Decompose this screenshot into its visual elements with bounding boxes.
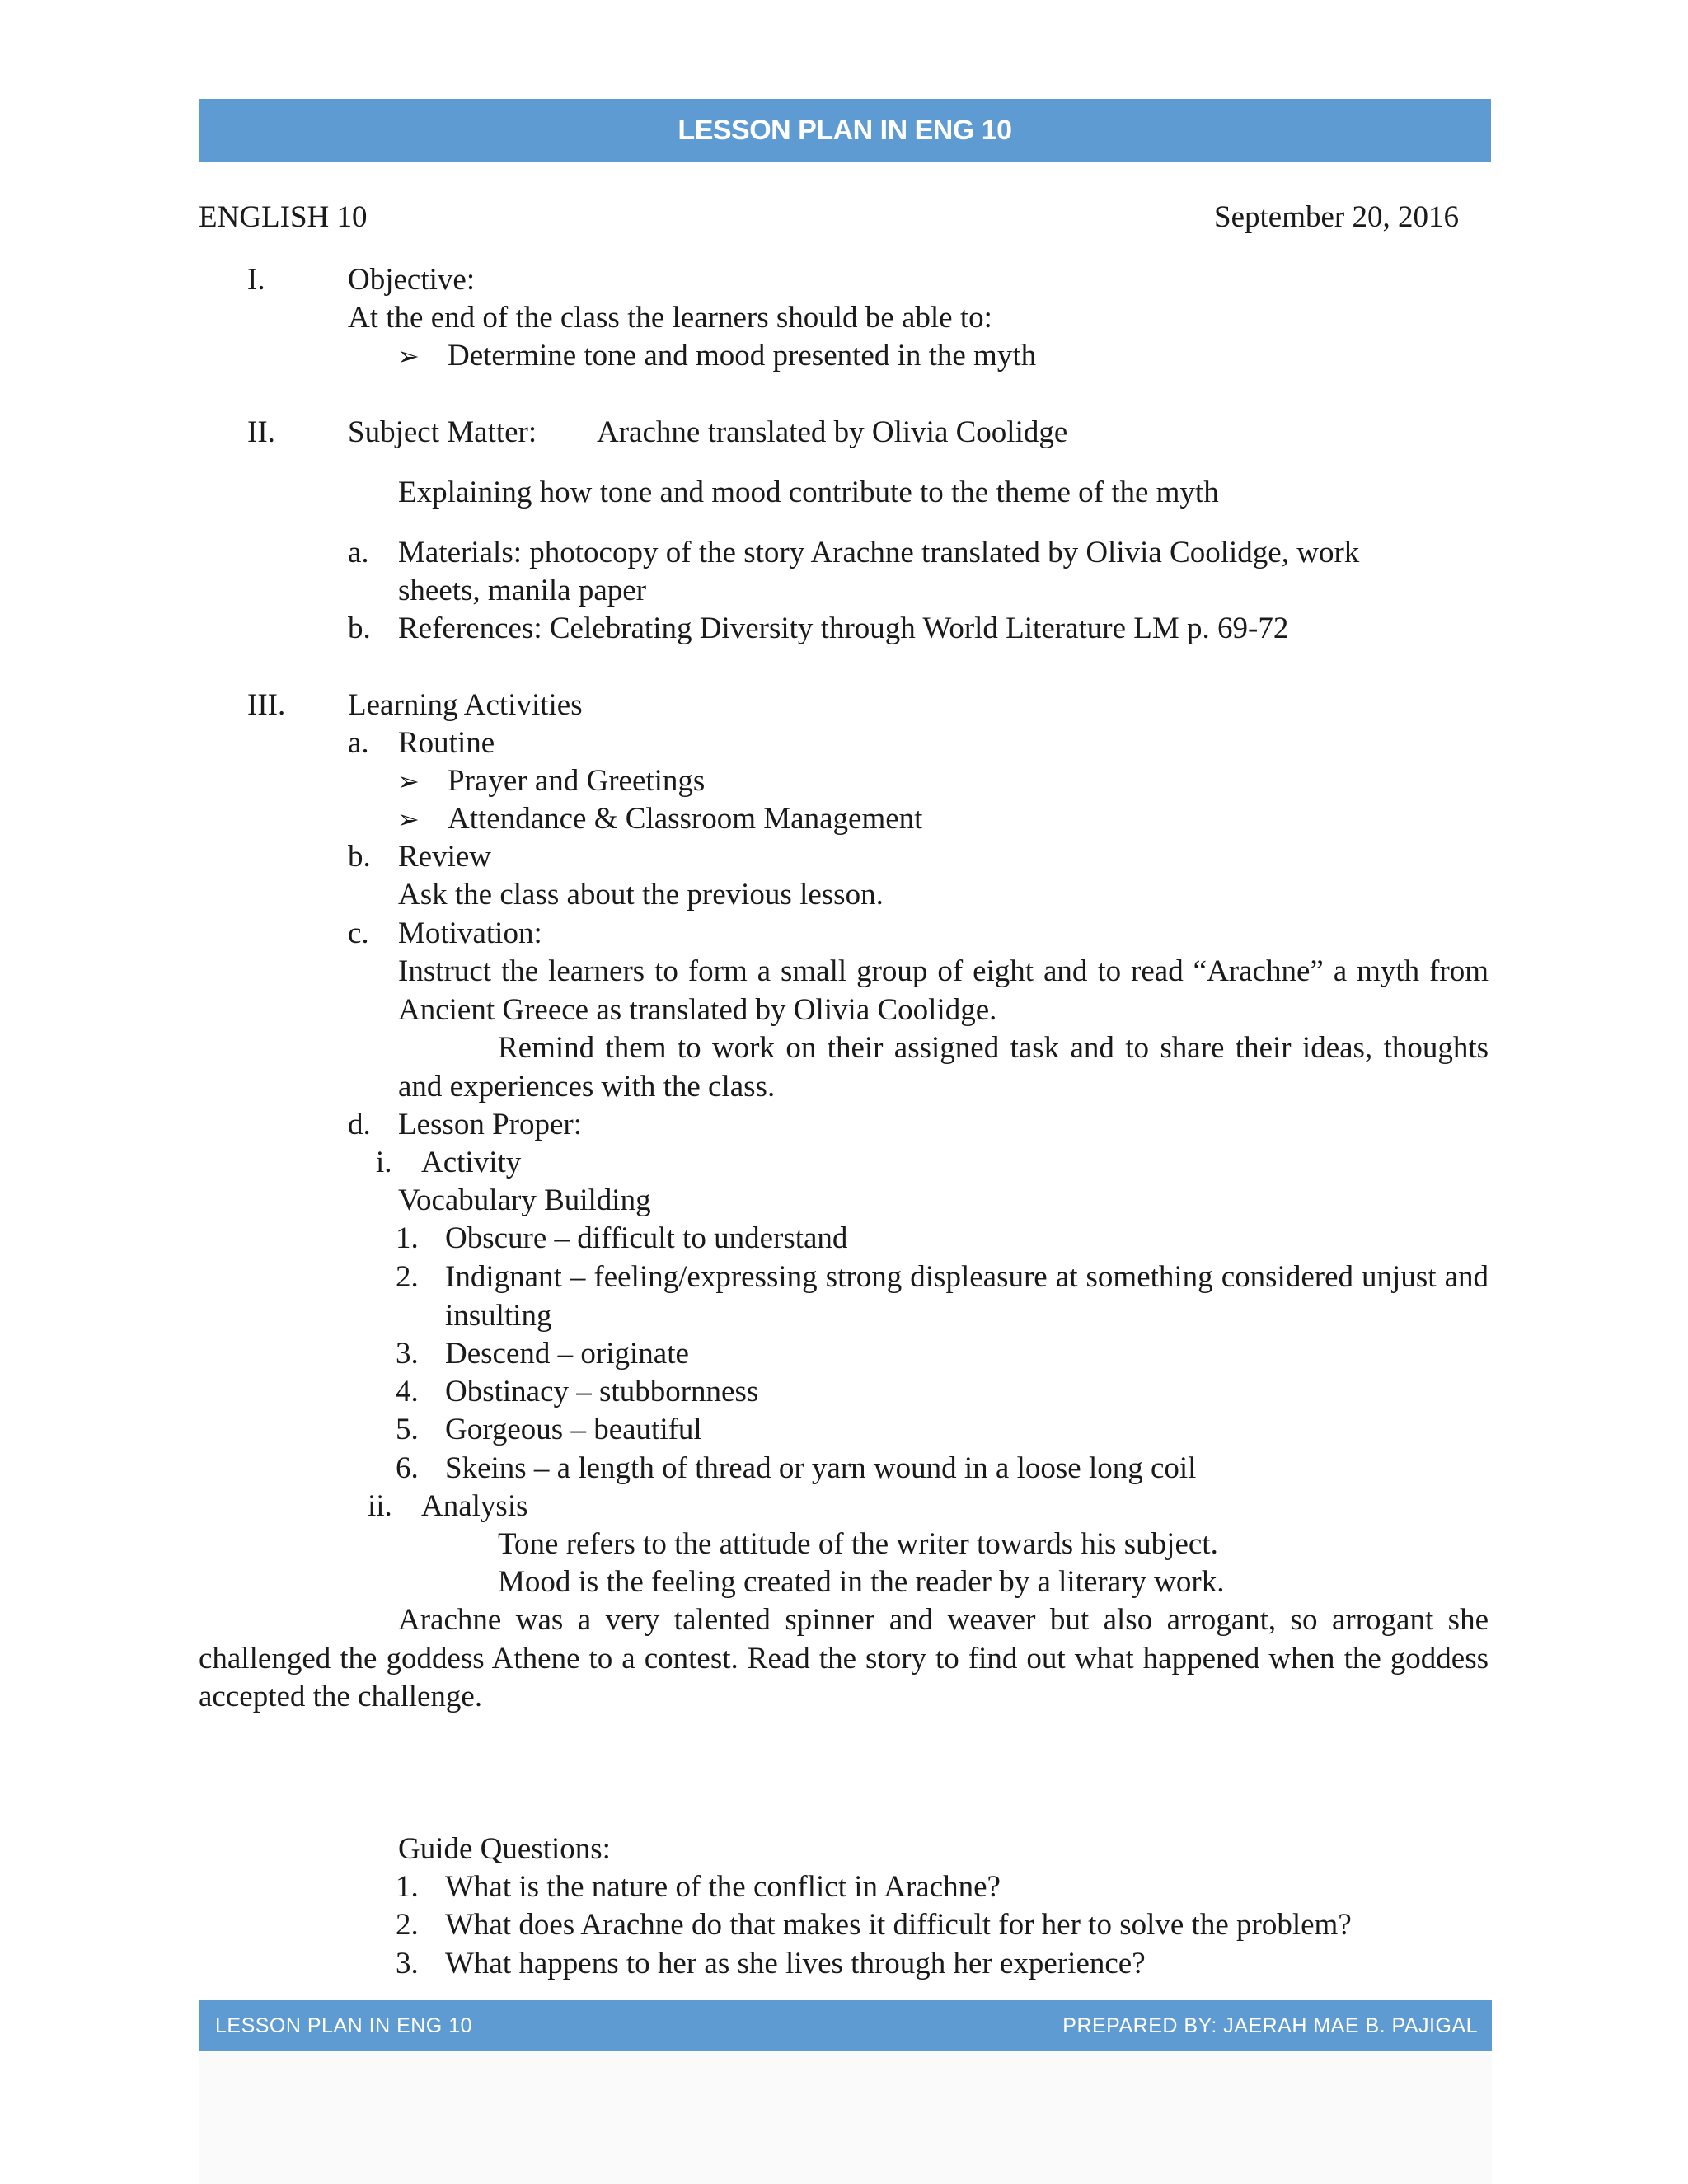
question-number: 2.	[396, 1908, 419, 1942]
vocab-item: Gorgeous – beautiful	[445, 1413, 702, 1446]
references: References: Celebrating Diversity through World Literature LM p. 69-72	[398, 612, 1289, 645]
question-text: What does Arachne do that makes it difficult for her to solve the problem?	[445, 1908, 1352, 1942]
lesson-proper-heading: Lesson Proper:	[398, 1108, 582, 1141]
arrow-bullet-icon: ➢	[397, 766, 420, 797]
guide-questions-title: Guide Questions:	[398, 1832, 611, 1866]
routine-item: Attendance & Classroom Management	[448, 802, 923, 836]
motivation-paragraph-1: Instruct the learners to form a small group of eight and to read “Arachne” a myth from Ancient Greece as translated by Olivia Coolidge.	[398, 954, 1489, 1027]
activity-numeral: i.	[376, 1146, 392, 1179]
subject-matter-description: Explaining how tone and mood contribute to the theme of the myth	[398, 476, 1219, 509]
learning-activities-heading: Learning Activities	[348, 688, 583, 722]
section-numeral-2: II.	[247, 415, 275, 449]
mood-definition: Mood is the feeling created in the reader by a literary work.	[498, 1565, 1225, 1599]
activity-heading: Activity	[421, 1146, 522, 1179]
materials-line-2: sheets, manila paper	[398, 574, 647, 607]
subject-matter-title: Arachne translated by Olivia Coolidge	[597, 415, 1068, 449]
lesson-proper-letter: d.	[348, 1108, 371, 1141]
date: September 20, 2016	[1214, 200, 1459, 234]
motivation-paragraph-2: Remind them to work on their assigned task and to share their ideas, thoughts and experiences with the class.	[398, 1031, 1489, 1104]
footer-banner	[199, 2000, 1492, 2051]
motivation-letter: c.	[348, 916, 369, 950]
question-text: What is the nature of the conflict in Arachne?	[445, 1870, 1001, 1904]
materials-letter: a.	[348, 536, 369, 569]
footer-left-text: LESSON PLAN IN ENG 10	[215, 2014, 473, 2037]
question-text: What happens to her as she lives through her experience?	[445, 1947, 1146, 1980]
question-number: 1.	[396, 1870, 419, 1904]
vocab-number: 5.	[396, 1413, 419, 1446]
header-banner	[199, 99, 1491, 162]
vocab-number: 4.	[396, 1375, 419, 1408]
analysis-numeral: ii.	[368, 1489, 392, 1523]
routine-item: Prayer and Greetings	[448, 764, 706, 798]
header-title: LESSON PLAN IN ENG 10	[678, 115, 1012, 146]
tone-definition: Tone refers to the attitude of the writer towards his subject.	[498, 1527, 1218, 1561]
analysis-heading: Analysis	[421, 1489, 528, 1523]
routine-letter: a.	[348, 726, 369, 760]
section-numeral-3: III.	[247, 688, 286, 722]
subject-label: ENGLISH 10	[199, 200, 368, 234]
vocab-number: 2.	[396, 1260, 419, 1294]
objective-intro: At the end of the class the learners should be able to:	[348, 301, 992, 335]
references-letter: b.	[348, 612, 371, 645]
page-bottom-margin	[199, 2052, 1492, 2184]
routine-heading: Routine	[398, 726, 495, 760]
vocab-number: 1.	[396, 1221, 419, 1255]
materials-line-1: Materials: photocopy of the story Arachne translated by Olivia Coolidge, work	[398, 536, 1360, 569]
vocabulary-title: Vocabulary Building	[398, 1183, 651, 1217]
arrow-bullet-icon: ➢	[397, 804, 420, 835]
vocab-number: 3.	[396, 1337, 419, 1371]
footer-prepared-by: PREPARED BY: JAERAH MAE B. PAJIGAL	[1062, 2014, 1478, 2037]
arrow-bullet-icon: ➢	[397, 340, 420, 372]
question-number: 3.	[396, 1947, 419, 1980]
vocab-item: Skeins – a length of thread or yarn wound in a loose long coil	[445, 1451, 1197, 1485]
vocab-item: Descend – originate	[445, 1337, 689, 1371]
motivation-heading: Motivation:	[398, 916, 542, 950]
section-numeral-1: I.	[247, 263, 265, 297]
review-heading: Review	[398, 840, 492, 874]
story-paragraph: Arachne was a very talented spinner and weaver but also arrogant, so arrogant she challenged the goddess Athene to a contest. Read the story to find out what happened when the goddess accepted the challenge.	[199, 1603, 1489, 1713]
vocab-item: Obstinacy – stubbornness	[445, 1375, 759, 1408]
subject-matter-heading: Subject Matter:	[348, 415, 537, 449]
vocab-item: Obscure – difficult to understand	[445, 1221, 848, 1255]
objective-item: Determine tone and mood presented in the myth	[448, 339, 1037, 373]
vocab-number: 6.	[396, 1451, 419, 1485]
review-letter: b.	[348, 840, 371, 874]
vocab-item: Indignant – feeling/expressing strong displeasure at something considered unjust and insulting	[445, 1260, 1489, 1333]
review-text: Ask the class about the previous lesson.	[398, 878, 884, 912]
objective-heading: Objective:	[348, 263, 476, 297]
